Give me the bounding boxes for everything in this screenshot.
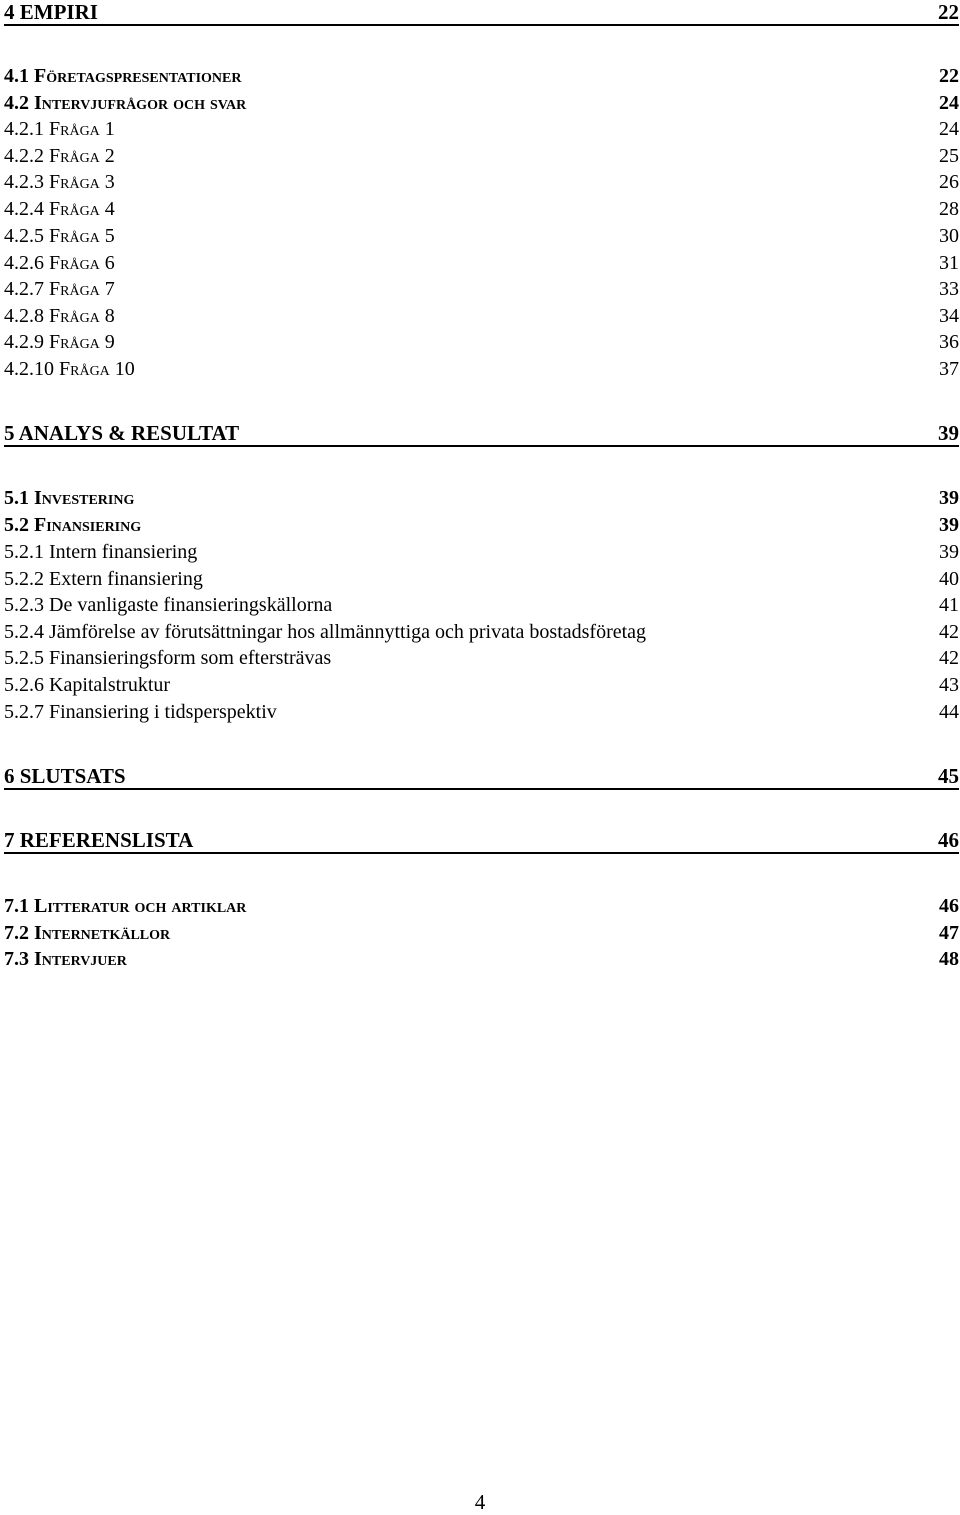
toc-entry [4,196,959,222]
toc-entry-title: 4.2.7 Fråga 7 [4,278,115,300]
toc-entry-title: 4.2.10 Fråga 10 [4,358,135,380]
toc-entry [4,0,959,26]
toc-entry-page: 39 [939,541,959,563]
toc-entry-title: 4.2.4 Fråga 4 [4,198,115,220]
toc-entry-page: 30 [939,225,959,247]
toc-entry-page: 39 [939,487,959,509]
toc-entry-title: 4.2.3 Fråga 3 [4,171,115,193]
toc-entry-page: 22 [939,65,959,87]
toc-entry-title: 5.2.3 De vanligaste finansieringskällorna [4,594,333,616]
toc-entry [4,63,959,89]
toc-entry [4,893,959,919]
toc-entry [4,764,959,790]
toc-entry [4,116,959,142]
toc-entry-page: 22 [938,0,959,24]
toc-entry-page: 48 [939,948,959,970]
toc-entry-page: 28 [939,198,959,220]
toc-entry-page: 46 [939,895,959,917]
toc-entry-title: 4.2.2 Fråga 2 [4,145,115,167]
toc-entry-page: 25 [939,145,959,167]
toc-entry [4,329,959,355]
toc-entry-page: 41 [939,594,959,616]
toc-entry [4,90,959,116]
toc-entry-page: 44 [939,701,959,723]
toc-entry [4,250,959,276]
toc-entry-title: 4.2.8 Fråga 8 [4,305,115,327]
toc-entry-page: 34 [939,305,959,327]
toc-entry [4,421,959,447]
toc-entry-page: 42 [939,647,959,669]
toc-entry [4,485,959,511]
toc-entry-title: 4.2.9 Fråga 9 [4,331,115,353]
toc-entry-page: 39 [938,421,959,445]
toc-entry [4,539,959,565]
toc-entry-title: 5.2.4 Jämförelse av förutsättningar hos allmännyttiga och privata bostadsföretag [4,621,647,643]
toc-entry-title: 7.3 Intervjuer [4,948,127,970]
toc-entry [4,645,959,671]
toc-entry-title: 5.2.1 Intern finansiering [4,541,198,563]
toc-entry-page: 46 [938,828,959,852]
toc-entry [4,276,959,302]
toc-entry-page: 42 [939,621,959,643]
toc-entry [4,699,959,725]
toc-entry-page: 47 [939,922,959,944]
toc-entry [4,303,959,329]
toc-entry-title: 4.1 Företagspresentationer [4,65,242,87]
toc-entry-title: 7 REFERENSLISTA [4,828,194,852]
toc-entry-title: 7.1 Litteratur och artiklar [4,895,247,917]
toc-entry [4,356,959,382]
toc-entry-title: 4.2.6 Fråga 6 [4,252,115,274]
toc-entry-page: 37 [939,358,959,380]
toc-entry-title: 5.2.5 Finansieringsform som eftersträvas [4,647,332,669]
toc-entry-title: 5.2 Finansiering [4,514,142,536]
toc-entry-title: 5 ANALYS & RESULTAT [4,421,240,445]
toc-entry-page: 26 [939,171,959,193]
toc-entry [4,512,959,538]
toc-entry-page: 39 [939,514,959,536]
toc-entry [4,946,959,972]
toc-entry-title: 5.2.2 Extern finansiering [4,568,203,590]
toc-entry [4,143,959,169]
toc-entry-title: 7.2 Internetkällor [4,922,171,944]
toc-entry-page: 33 [939,278,959,300]
toc-entry-page: 45 [938,764,959,788]
toc-entry [4,169,959,195]
toc-entry-title: 4 EMPIRI [4,0,98,24]
toc-entry-title: 5.2.6 Kapitalstruktur [4,674,171,696]
toc-entry-title: 4.2.5 Fråga 5 [4,225,115,247]
toc-entry-page: 31 [939,252,959,274]
page-number: 4 [474,1490,486,1514]
toc-entry [4,223,959,249]
toc-entry [4,672,959,698]
toc-entry-title: 5.1 Investering [4,487,135,509]
toc-entry [4,619,959,645]
toc-entry [4,592,959,618]
toc-entry-title: 4.2.1 Fråga 1 [4,118,115,140]
toc-entry [4,566,959,592]
toc-entry-page: 43 [939,674,959,696]
toc-entry-title: 5.2.7 Finansiering i tidsperspektiv [4,701,277,723]
toc-entry-page: 40 [939,568,959,590]
toc-entry-title: 6 SLUTSATS [4,764,126,788]
toc-entry-page: 24 [939,92,959,114]
toc-entry-title: 4.2 Intervjufrågor och svar [4,92,247,114]
toc-entry [4,920,959,946]
toc-entry-page: 24 [939,118,959,140]
toc-entry-page: 36 [939,331,959,353]
toc-entry [4,828,959,854]
